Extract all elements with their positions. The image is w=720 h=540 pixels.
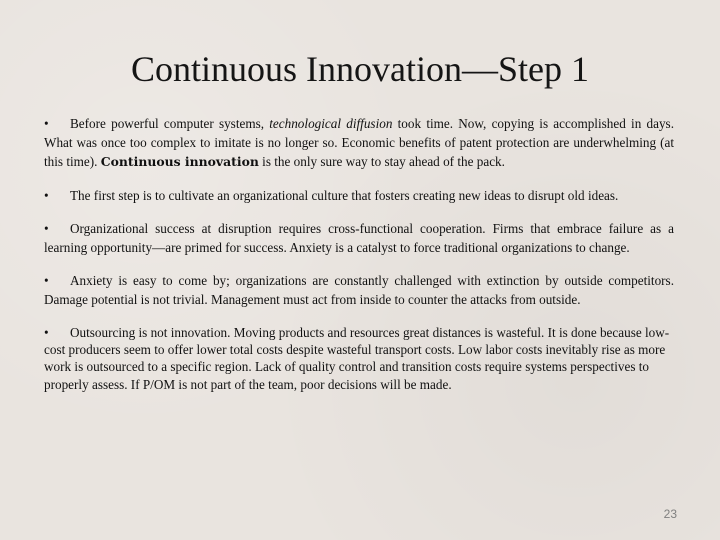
bullet-paragraph-2 (44, 186, 674, 205)
paragraph-3-text: Organizational success at disruption requires cross-functional cooperation. Firms that embrace failure as a learning opportunity—are primed for success. Anxiety is a catalyst to force traditional organizations to change. (44, 220, 674, 256)
slide-body (44, 114, 674, 407)
paragraph-2-text: The first step is to cultivate an organizational culture that fosters creating new ideas to disrupt old ideas. (70, 187, 619, 203)
bullet-paragraph-4 (44, 271, 674, 309)
bullet-paragraph-1 (44, 114, 674, 172)
slide-title: Continuous Innovation—Step 1 (131, 49, 589, 89)
page-number: 23 (663, 507, 677, 521)
bullet-marker: • (44, 187, 49, 203)
bullet-paragraph-5 (44, 324, 674, 393)
bullet-marker: • (44, 273, 49, 289)
paragraph-1-text-mid: took time. Now, copying is accomplished in days. What was once too complex to imitate is no longer so. Economic benefits of patent protection are underwhelming (at this time). (44, 116, 674, 170)
paragraph-1-text-post: is the only sure way to stay ahead of the pack. (258, 154, 505, 170)
paragraph-1-text-pre: Before powerful computer systems, (70, 116, 270, 131)
paragraph-5-text: Outsourcing is not innovation. Moving products and resources great distances is wasteful. It is done because low-cost producers seem to offer lower total costs despite wasteful transport costs. Low labor costs inevitably rise as more work is outsourced to a specific region. Lack of quality control and transition costs require systems perspectives to properly assess. If P/OM is not part of the team, poor decisions will be made. (44, 324, 670, 392)
paragraph-4-text: Anxiety is easy to come by; organizations are constantly challenged with extinction by outside competitors. Damage potential is not trivial. Management must act from inside to counter the attacks from outside. (44, 273, 674, 308)
bullet-marker: • (44, 324, 49, 340)
bullet-paragraph-3 (44, 219, 674, 257)
paragraph-1-strong: Continuous innovation (100, 154, 259, 170)
bullet-marker: • (44, 220, 49, 236)
paragraph-1-emphasis: technological diffusion (269, 116, 393, 131)
bullet-marker: • (44, 116, 49, 131)
